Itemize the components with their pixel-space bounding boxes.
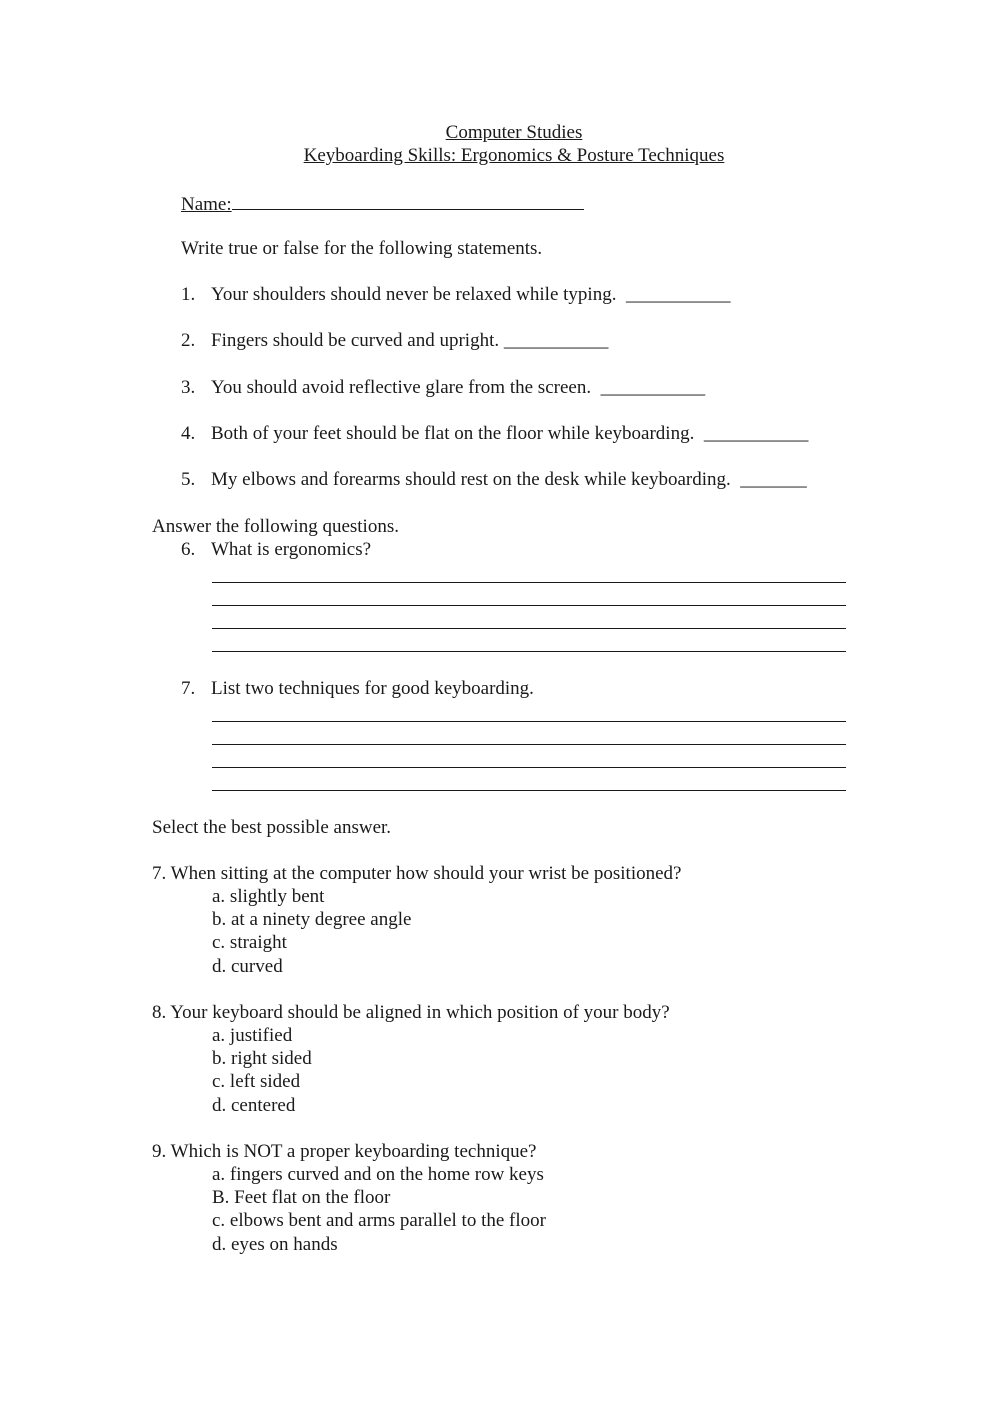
tf-item-text: Both of your feet should be flat on the floor while keyboarding. xyxy=(211,423,695,444)
tf-answer-blank[interactable]: ___________ xyxy=(503,330,609,351)
tf-item-4: 4. Both of your feet should be flat on the floor while keyboarding. ___________ xyxy=(181,423,809,444)
tf-item-text: Fingers should be curved and upright. xyxy=(211,330,500,351)
mc-option[interactable]: B. Feet flat on the floor xyxy=(212,1187,391,1208)
answer-line[interactable] xyxy=(212,767,846,768)
tf-answer-blank[interactable]: ___________ xyxy=(703,423,809,444)
answer-line[interactable] xyxy=(212,744,846,745)
tf-answer-blank[interactable]: ___________ xyxy=(600,377,706,398)
tf-item-1: 1. Your shoulders should never be relaxed while typing. ___________ xyxy=(181,284,731,305)
mc-option[interactable]: b. right sided xyxy=(212,1048,312,1069)
mc-question-7: 7. When sitting at the computer how should your wrist be positioned? xyxy=(152,863,682,884)
name-blank[interactable] xyxy=(232,191,584,210)
name-label: Name: xyxy=(181,194,232,215)
worksheet-subtitle: Keyboarding Skills: Ergonomics & Posture Techniques xyxy=(303,145,725,166)
short-answer-item-6: 6. What is ergonomics? xyxy=(181,539,372,560)
tf-item-text: You should avoid reflective glare from the screen. xyxy=(211,377,592,398)
mc-option[interactable]: b. at a ninety degree angle xyxy=(212,909,412,930)
question-text: List two techniques for good keyboarding. xyxy=(211,678,534,699)
mc-option[interactable]: c. elbows bent and arms parallel to the floor xyxy=(212,1210,546,1231)
short-answer-item-7: 7. List two techniques for good keyboarding. xyxy=(181,678,534,699)
mc-option[interactable]: c. left sided xyxy=(212,1071,301,1092)
tf-item-5: 5. My elbows and forearms should rest on the desk while keyboarding. _______ xyxy=(181,469,807,490)
answer-line[interactable] xyxy=(212,582,846,583)
mc-option[interactable]: a. justified xyxy=(212,1025,293,1046)
answer-line[interactable] xyxy=(212,605,846,606)
course-title: Computer Studies xyxy=(445,122,583,143)
short-answer-instruction: Answer the following questions. xyxy=(152,516,399,537)
mc-option[interactable]: c. straight xyxy=(212,932,287,953)
tf-item-text: My elbows and forearms should rest on the desk while keyboarding. xyxy=(211,469,731,490)
mc-option[interactable]: d. centered xyxy=(212,1095,296,1116)
question-text: What is ergonomics? xyxy=(211,539,372,560)
answer-line[interactable] xyxy=(212,721,846,722)
answer-line[interactable] xyxy=(212,790,846,791)
mc-option[interactable]: a. slightly bent xyxy=(212,886,325,907)
multiple-choice-instruction: Select the best possible answer. xyxy=(152,817,392,838)
mc-option[interactable]: d. eyes on hands xyxy=(212,1234,338,1255)
tf-answer-blank[interactable]: _______ xyxy=(740,469,807,490)
answer-line[interactable] xyxy=(212,628,846,629)
true-false-instruction: Write true or false for the following statements. xyxy=(181,238,543,259)
tf-item-2: 2. Fingers should be curved and upright. ___________ xyxy=(181,330,609,351)
name-row xyxy=(181,191,584,216)
mc-option[interactable]: a. fingers curved and on the home row keys xyxy=(212,1164,544,1185)
tf-item-3: 3. You should avoid reflective glare from the screen. ___________ xyxy=(181,377,706,398)
mc-question-8: 8. Your keyboard should be aligned in which position of your body? xyxy=(152,1002,670,1023)
mc-option[interactable]: d. curved xyxy=(212,956,283,977)
mc-question-9: 9. Which is NOT a proper keyboarding technique? xyxy=(152,1141,537,1162)
tf-answer-blank[interactable]: ___________ xyxy=(625,284,731,305)
answer-line[interactable] xyxy=(212,651,846,652)
tf-item-text: Your shoulders should never be relaxed while typing. xyxy=(211,284,617,305)
